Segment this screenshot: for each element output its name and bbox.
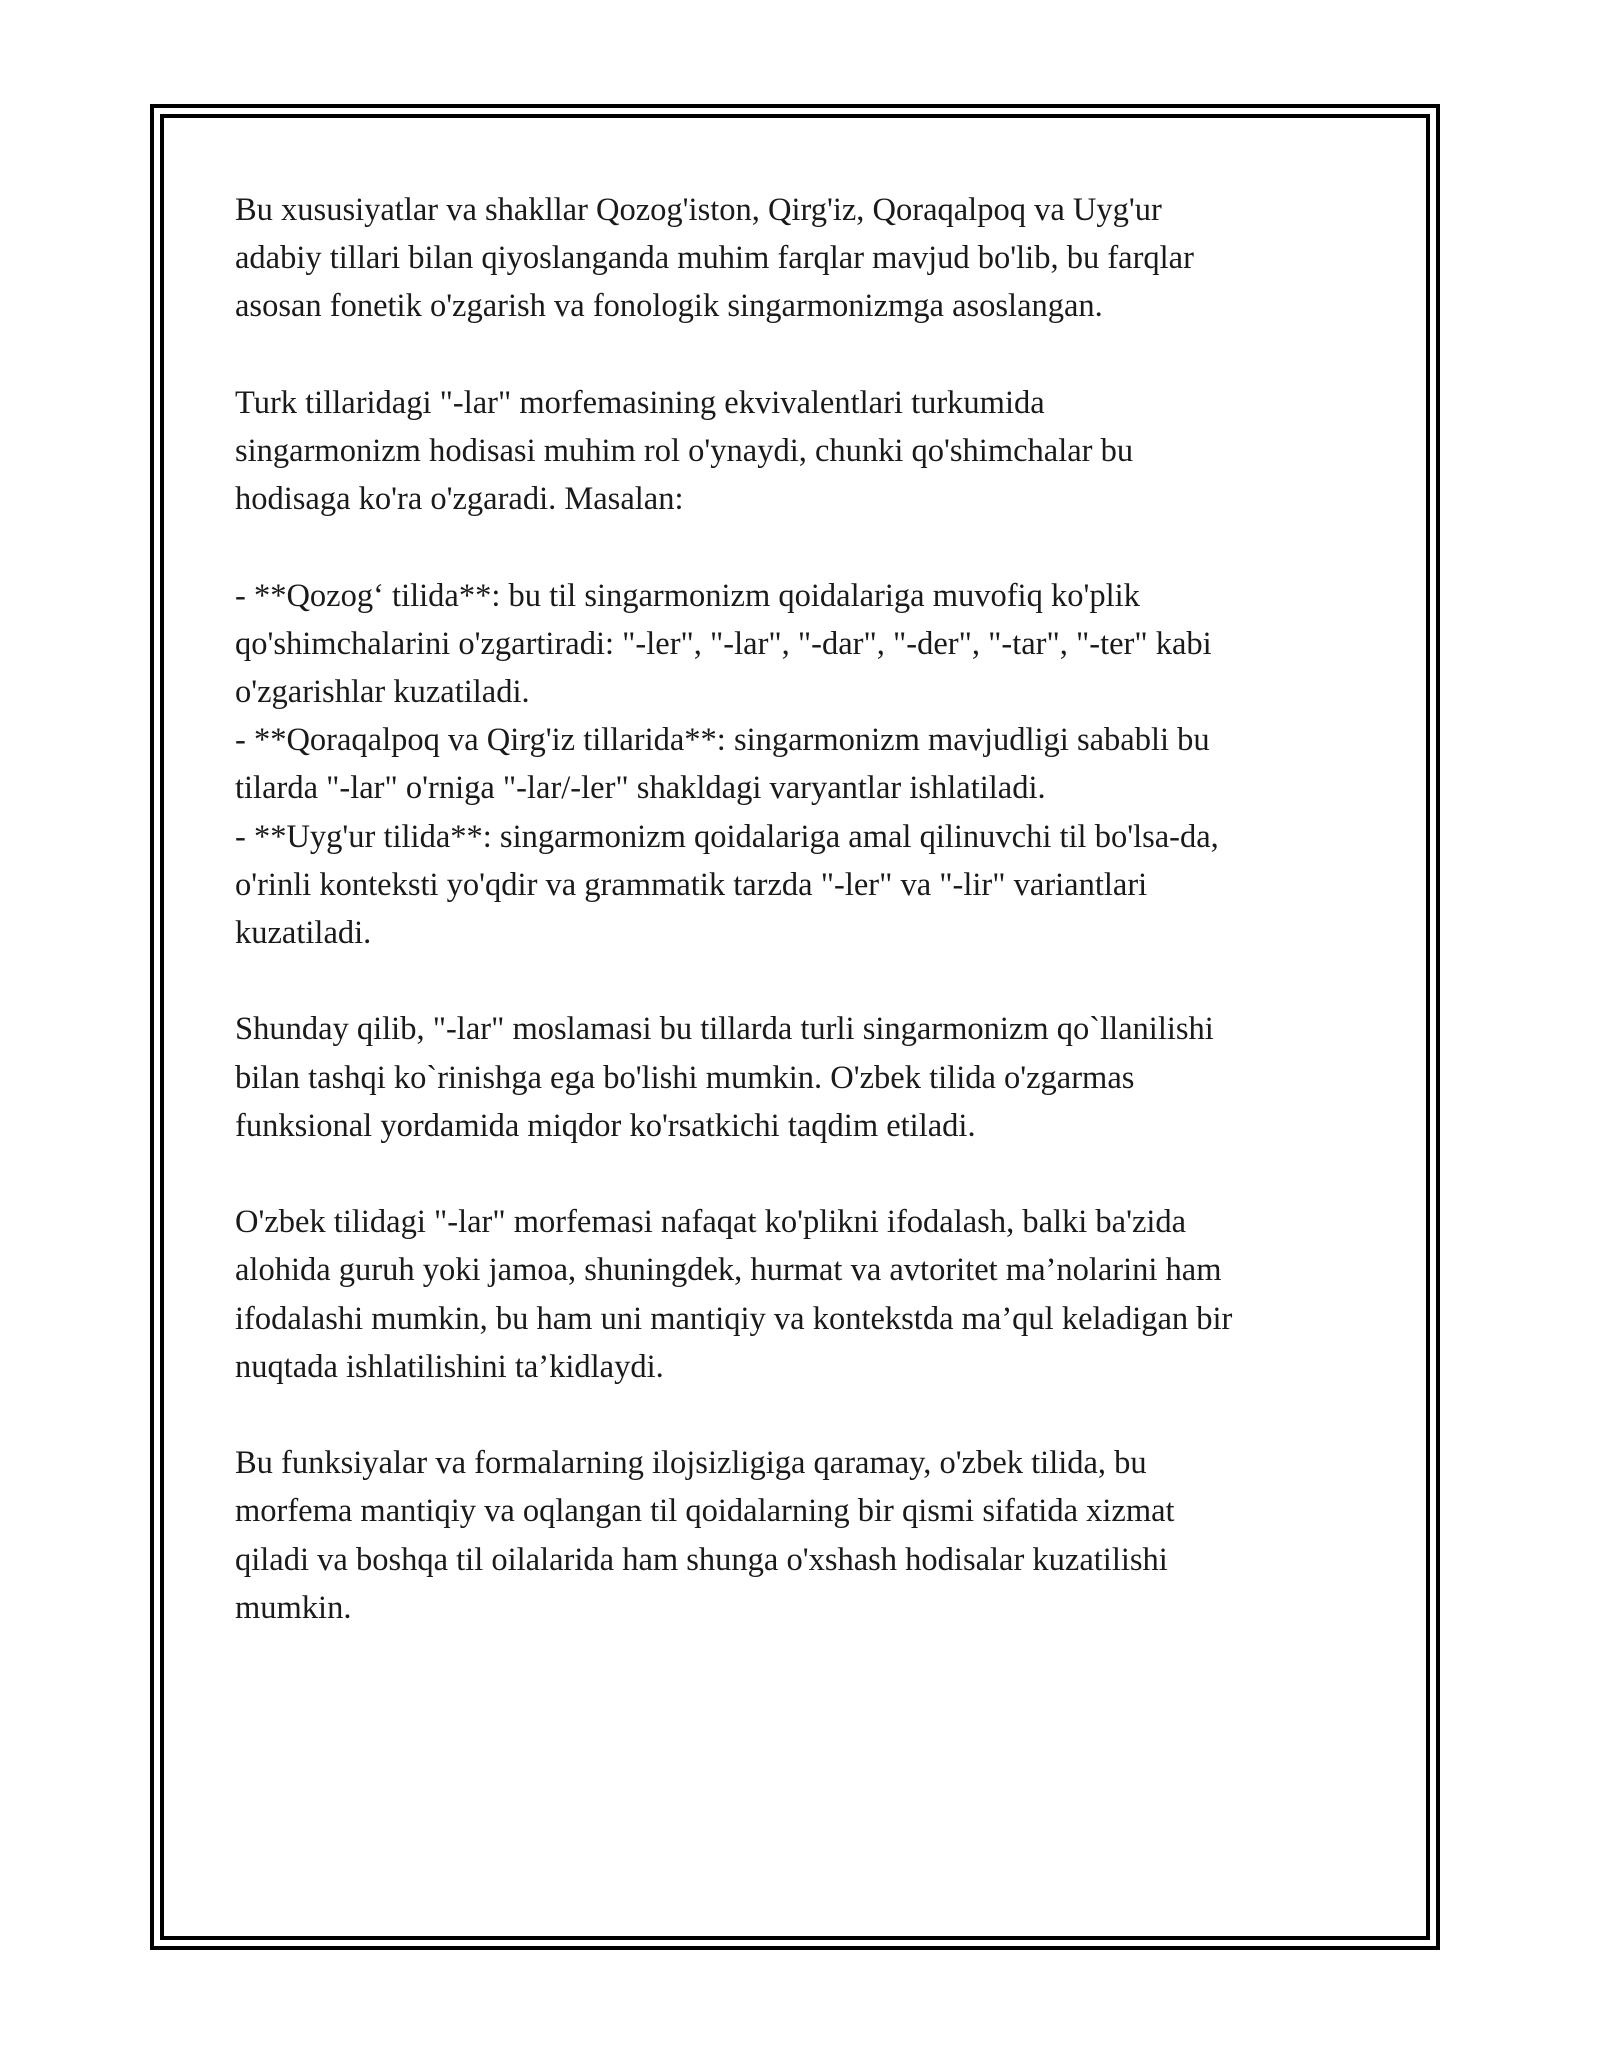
text-line: hodisaga ko'ra o'zgaradi. Masalan: [235,481,684,518]
paragraph [235,1005,1375,1150]
text-line: Bu funksiyalar va formalarning ilojsizligiga qaramay, o'zbek tilida, bu [235,1445,1147,1482]
list-item [235,716,1375,812]
text-line: morfema mantiqiy va oqlangan til qoidalarning bir qismi sifatida xizmat [235,1493,1175,1530]
text-line: o'zgarishlar kuzatiladi. [235,674,530,710]
list-item [235,813,1375,958]
text-line: kuzatiladi. [235,915,372,952]
text-line: asosan fonetik o'zgarish va fonologik singarmonizmga asoslangan. [235,288,1103,325]
text-line: nuqtada ishlatilishini ta’kidlaydi. [235,1348,664,1385]
text-line: o'rinli konteksti yo'qdir va grammatik tarzda "-ler" va "-lir" variantlari [235,866,1148,903]
text-line: singarmonizm hodisasi muhim rol o'ynaydi, chunki qo'shimchalar bu [235,433,1134,469]
document-body [235,186,1375,1632]
paragraph [235,186,1375,331]
text-line: bilan tashqi ko`rinishga ega bo'lishi mumkin. O'zbek tilida o'zgarmas [235,1059,1135,1096]
text-line: Bu xususiyatlar va shakllar Qozog'iston, Qirg'iz, Qoraqalpoq va Uyg'ur [235,192,1162,228]
text-line: funksional yordamida miqdor ko'rsatkichi taqdim etiladi. [235,1107,976,1144]
text-line: adabiy tillari bilan qiyoslanganda muhim farqlar mavjud bo'lib, bu farqlar [235,240,1194,277]
text-line: tilarda "-lar" o'rniga "-lar/-ler" shakldagi varyantlar ishlatiladi. [235,770,1046,807]
text-line: ifodalashi mumkin, bu ham uni mantiqiy va kontekstda ma’qul keladigan bir [235,1300,1233,1337]
text-line: Shunday qilib, "-lar" moslamasi bu tillarda turli singarmonizm qo`llanilishi [235,1011,1214,1048]
text-line: Turk tillaridagi "-lar" morfemasining ekvivalentlari turkumida [235,384,1045,421]
text-line: - **Qozog‘ tilida**: bu til singarmonizm qoidalariga muvofiq ko'plik [235,577,1140,614]
text-line: qo'shimchalarini o'zgartiradi: "-ler", "-lar", "-dar", "-der", "-tar", "-ter" kabi [235,625,1212,662]
text-line: qiladi va boshqa til oilalarida ham shunga o'xshash hodisalar kuzatilishi [235,1541,1168,1578]
text-line: alohida guruh yoki jamoa, shuningdek, hurmat va avtoritet ma’nolarini ham [235,1252,1222,1289]
paragraph [235,379,1375,524]
text-line: O'zbek tilidagi "-lar" morfemasi nafaqat ko'plikni ifodalash, balki ba'zida [235,1204,1187,1241]
list-item [235,572,1375,717]
text-line: - **Qoraqalpoq va Qirg'iz tillarida**: singarmonizm mavjudligi sababli bu [235,722,1210,759]
text-line: - **Uyg'ur tilida**: singarmonizm qoidalariga amal qilinuvchi til bo'lsa-da, [235,818,1219,855]
text-line: mumkin. [235,1589,352,1626]
language-list [235,572,1375,958]
paragraph [235,1439,1375,1632]
paragraph [235,1198,1375,1391]
